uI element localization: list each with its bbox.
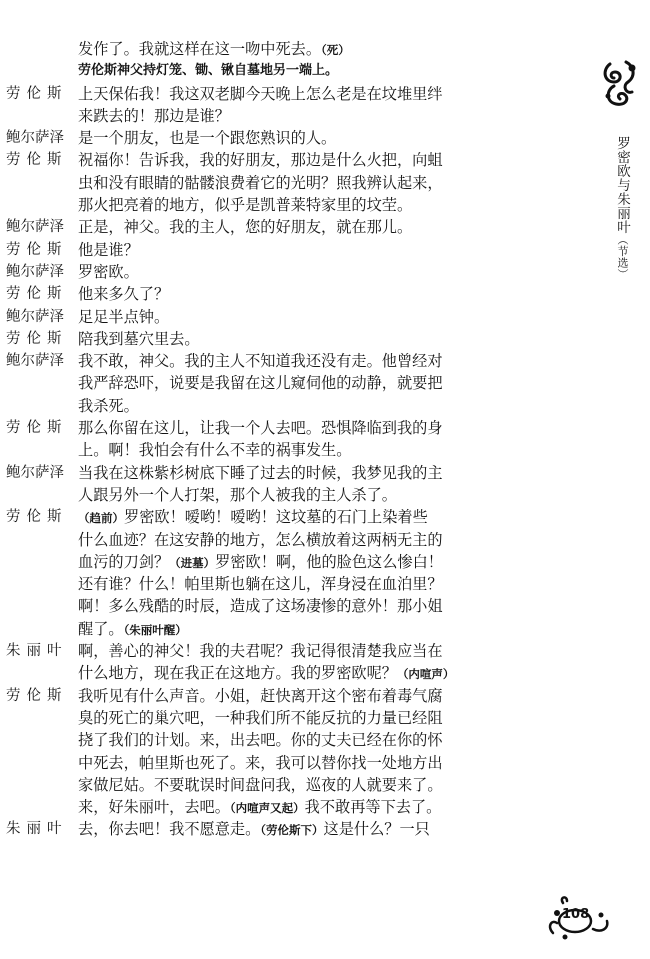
dialogue-text [78, 529, 443, 551]
script-line [0, 573, 600, 595]
dialogue-main: 上天保佑我！我这双老脚今天晚上怎么老是在坟堆里绊 [78, 84, 443, 103]
speaker-name: 劳伦斯 [6, 509, 68, 526]
script-line [0, 462, 600, 484]
dialogue-main: 上。啊！我怕会有什么不幸的祸事发生。 [78, 441, 352, 460]
dialogue-main: 人跟另外一个人打架，那个人被我的主人杀了。 [78, 485, 397, 504]
dialogue-main: 那么你留在这儿，让我一个人去吧。恐惧降临到我的身 [78, 419, 443, 438]
script-line [0, 395, 600, 417]
dialogue-main: 挠了我们的计划。来，出去吧。你的丈夫已经在你的怀 [78, 731, 443, 750]
script-line [0, 283, 600, 305]
dialogue-text [78, 328, 200, 350]
dialogue-main: 他是谁？ [78, 240, 139, 259]
side-title-text: 罗密欧与朱丽叶 [614, 136, 630, 234]
dialogue-continuation: 这是什么？一只 [323, 820, 430, 839]
dialogue-main: 来跌去的！那边是谁？ [78, 106, 230, 125]
speaker-name: 劳伦斯 [6, 330, 68, 347]
chapter-side-title [614, 136, 630, 280]
dialogue-main: 他来多久了？ [78, 285, 170, 304]
dialogue-text [78, 774, 443, 796]
dialogue-main: 当我在这株紫杉树底下睡了过去的时候，我梦见我的主 [78, 463, 443, 482]
speaker-name: 朱丽叶 [6, 821, 68, 838]
dialogue-text [78, 707, 443, 729]
script-line [0, 818, 600, 840]
dialogue-text [78, 439, 351, 461]
dialogue-text [78, 752, 443, 774]
dialogue-main: 去，你去吧！我不愿意走。 [78, 820, 261, 839]
script-line [0, 551, 600, 573]
dialogue-text [78, 395, 139, 417]
dialogue-text [78, 127, 336, 149]
play-script-text [0, 38, 600, 841]
script-line [0, 685, 600, 707]
dialogue-text [78, 283, 169, 305]
stage-direction: 劳伦斯神父持灯笼、锄、锹自墓地另一端上。 [78, 63, 339, 79]
script-line [0, 439, 600, 461]
dialogue-text [78, 350, 443, 372]
script-line [0, 83, 600, 105]
script-line [0, 662, 600, 684]
script-line [0, 729, 600, 751]
script-line [0, 506, 600, 528]
dialogue-text [78, 573, 443, 595]
script-line [0, 796, 600, 818]
script-line [0, 417, 600, 439]
dialogue-text [78, 417, 443, 439]
dialogue-main: 啊！多么残酷的时辰，造成了这场凄惨的意外！那小姐 [78, 597, 443, 616]
script-line [0, 194, 600, 216]
script-line [0, 60, 600, 82]
dialogue-main: 祝福你！告诉我，我的好朋友，那边是什么火把，向蛆 [78, 151, 443, 170]
dialogue-text [78, 372, 443, 394]
stage-direction-note: （朱丽叶醒） [123, 622, 187, 637]
dialogue-text [78, 618, 187, 641]
stage-direction-note: （劳伦斯下） [260, 823, 324, 838]
script-line [0, 149, 600, 171]
speaker-name: 鲍尔萨泽 [6, 464, 64, 481]
dialogue-main: 正是，神父。我的主人，您的好朋友，就在那儿。 [78, 218, 413, 237]
speaker-name: 鲍尔萨泽 [6, 219, 64, 236]
speaker-name: 鲍尔萨泽 [6, 130, 64, 147]
dialogue-main: 发作了。我就这样在这一吻中死去。 [78, 40, 321, 58]
script-line [0, 172, 600, 194]
dialogue-text [78, 796, 441, 819]
stage-direction-note: （趋前） [78, 511, 124, 526]
dialogue-main: 我听见有什么声音。小姐，赶快离开这个密布着毒气腐 [78, 686, 443, 705]
script-line [0, 328, 600, 350]
dialogue-text [78, 462, 443, 484]
script-line [0, 774, 600, 796]
dialogue-main: 什么血迹？在这安静的地方，怎么横放着这两柄无主的 [78, 530, 443, 549]
speaker-name: 朱丽叶 [6, 643, 68, 660]
dialogue-text [78, 149, 443, 171]
dialogue-continuation: 我不敢再等下去了。 [304, 798, 442, 817]
script-line [0, 752, 600, 774]
dialogue-main: 还有谁？什么！帕里斯也躺在这儿，浑身浸在血泊里？ [78, 575, 443, 594]
dialogue-text [78, 105, 230, 127]
script-line [0, 239, 600, 261]
stage-direction-note: （内喧声） [396, 667, 455, 682]
dialogue-main: 是一个朋友，也是一个跟您熟识的人。 [78, 129, 337, 148]
speaker-name: 劳伦斯 [6, 687, 68, 704]
script-line [0, 38, 600, 60]
dialogue-main: 血污的刀剑？ [78, 552, 170, 571]
dialogue-main: 醒了。 [78, 619, 124, 638]
side-subtitle-text: （节选） [616, 234, 629, 280]
dialogue-main: 罗密欧。 [78, 262, 139, 281]
speaker-name: 鲍尔萨泽 [6, 353, 64, 370]
speaker-name: 鲍尔萨泽 [6, 263, 64, 280]
dialogue-text [78, 172, 443, 194]
script-line [0, 529, 600, 551]
stage-direction-note: （内喧声又起） [229, 801, 305, 816]
script-line [0, 595, 600, 617]
dialogue-text [78, 640, 443, 662]
dialogue-main: 罗密欧！嗳哟！嗳哟！这坟墓的石门上染着些 [124, 508, 428, 527]
dialogue-main: 中死去，帕里斯也死了。来，我可以替你找一处地方出 [78, 753, 443, 772]
dialogue-text [78, 729, 443, 751]
dialogue-text [78, 595, 443, 617]
dialogue-text [78, 38, 350, 61]
script-line [0, 640, 600, 662]
dialogue-text [78, 239, 139, 261]
stage-direction-note: （进墓） [169, 555, 216, 570]
dialogue-main: 我不敢，神父。我的主人不知道我还没有走。他曾经对 [78, 352, 443, 371]
speaker-name: 鲍尔萨泽 [6, 308, 64, 325]
dialogue-main: 啊，善心的神父！我的夫君呢？我记得很清楚我应当在 [78, 642, 443, 661]
dialogue-text [78, 60, 338, 82]
dialogue-text [78, 261, 139, 283]
dialogue-text [78, 551, 443, 574]
dialogue-text [78, 83, 443, 105]
dialogue-text [78, 818, 430, 841]
script-line [0, 350, 600, 372]
dialogue-main: 我严辞恐吓，说要是我留在这儿窥伺他的动静，就要把 [78, 374, 443, 393]
dialogue-main: 虫和没有眼睛的骷髅浪费着它的光明？照我辨认起来， [78, 173, 443, 192]
script-line [0, 306, 600, 328]
dialogue-continuation: 罗密欧！啊，他的脸色这么惨白！ [215, 552, 443, 571]
script-line [0, 707, 600, 729]
dialogue-main: 什么地方，现在我正在这地方。我的罗密欧呢？ [78, 664, 397, 683]
dialogue-text [78, 662, 454, 685]
speaker-name: 劳伦斯 [6, 241, 68, 258]
speaker-name: 劳伦斯 [6, 152, 68, 169]
script-line [0, 105, 600, 127]
speaker-name: 劳伦斯 [6, 286, 68, 303]
dialogue-text [78, 506, 428, 529]
dialogue-text [78, 685, 443, 707]
stage-direction-note: （死） [321, 43, 350, 57]
speaker-name: 劳伦斯 [6, 420, 68, 437]
dialogue-text [78, 216, 412, 238]
script-line [0, 372, 600, 394]
script-line [0, 127, 600, 149]
dialogue-text [78, 194, 412, 216]
dialogue-main: 我杀死。 [78, 396, 139, 415]
dialogue-main: 家做尼姑。不要耽误时间盘问我，巡夜的人就要来了。 [78, 775, 443, 794]
dialogue-main: 那火把亮着的地方，似乎是凯普莱特家里的坟茔。 [78, 196, 413, 215]
script-line [0, 261, 600, 283]
script-line [0, 216, 600, 238]
dialogue-text [78, 306, 169, 328]
dialogue-text [78, 484, 397, 506]
dialogue-main: 来，好朱丽叶，去吧。 [78, 798, 230, 817]
dialogue-main: 陪我到墓穴里去。 [78, 329, 200, 348]
script-line [0, 618, 600, 640]
speaker-name: 劳伦斯 [6, 85, 68, 102]
script-line [0, 484, 600, 506]
page-number: 108 [562, 907, 590, 922]
decorative-flourish-icon [600, 56, 640, 112]
dialogue-main: 臭的死亡的巢穴吧，一种我们所不能反抗的力量已经阻 [78, 708, 443, 727]
dialogue-main: 足足半点钟。 [78, 307, 170, 326]
